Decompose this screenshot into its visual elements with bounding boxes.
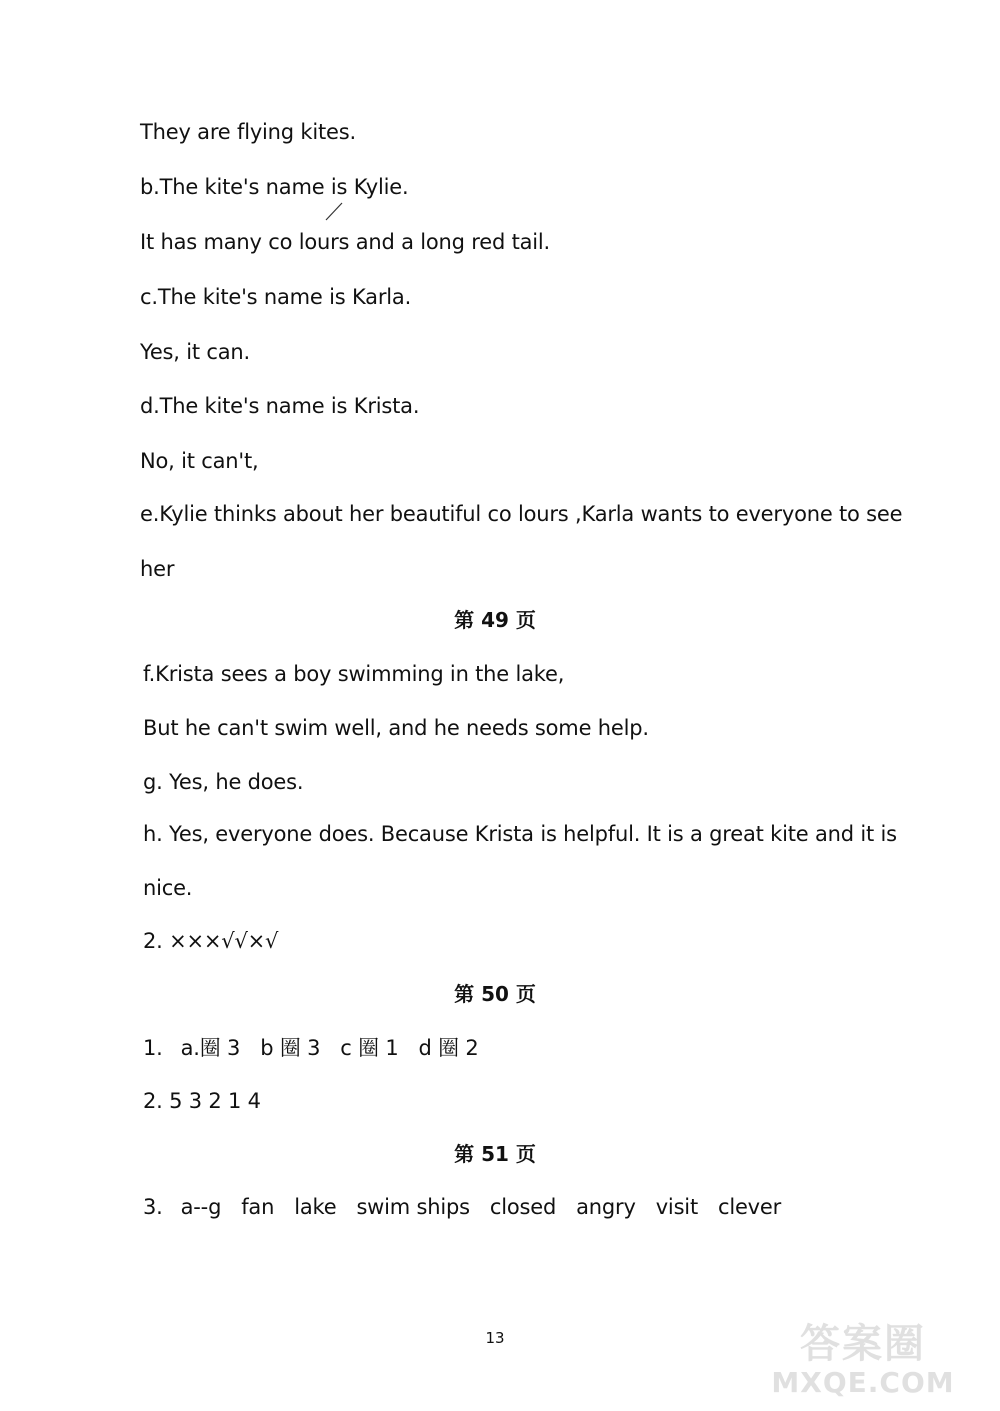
word-answer: a--g xyxy=(180,1195,222,1219)
section-heading-page-49: 第 49 页 xyxy=(454,608,536,632)
word-answer: swim ships xyxy=(356,1195,470,1219)
answer-row-word-list xyxy=(143,1193,781,1221)
word-answer: angry xyxy=(576,1195,636,1219)
answer-line-d: d.The kite's name is Krista. xyxy=(140,394,420,418)
answer-line-true-false-marks: 2. ×××√√×√ xyxy=(143,929,279,953)
answer-line-colours-tail: It has many co lours and a long red tail. xyxy=(140,230,551,254)
word-answer: fan xyxy=(241,1195,275,1219)
answer-line-needs-help: But he can't swim well, and he needs some help. xyxy=(143,716,649,740)
question-number: 3. xyxy=(143,1195,163,1219)
answer-line-her: her xyxy=(140,557,175,581)
answer-line-c: c.The kite's name is Karla. xyxy=(140,285,412,309)
answer-line-e: e.Kylie thinks about her beautiful co lours ,Karla wants to everyone to see xyxy=(140,502,903,526)
answer-line-b: b.The kite's name is Kylie. xyxy=(140,175,409,199)
answer-line-no-it-cant: No, it can't, xyxy=(140,449,259,473)
answer-line-yes-it-can: Yes, it can. xyxy=(140,340,250,364)
watermark-logo xyxy=(738,1321,988,1401)
pen-stroke-mark xyxy=(322,200,346,224)
answer-line-order-numbers: 2. 5 3 2 1 4 xyxy=(143,1089,261,1113)
word-answer: clever xyxy=(717,1195,782,1219)
section-heading-page-50: 第 50 页 xyxy=(454,982,536,1006)
circle-answer-b: b 圈 3 xyxy=(260,1036,321,1060)
answer-line-nice: nice. xyxy=(143,876,193,900)
answer-row-circle-choices xyxy=(143,1034,479,1062)
watermark-site-text: MXQE.COM xyxy=(771,1366,955,1399)
circle-answer-d: d 圈 2 xyxy=(418,1036,479,1060)
watermark-logo-text: 答案圈 xyxy=(800,1321,926,1367)
section-heading-page-51: 第 51 页 xyxy=(454,1142,536,1166)
circle-answer-c: c 圈 1 xyxy=(340,1036,399,1060)
answer-line-h: h. Yes, everyone does. Because Krista is helpful. It is a great kite and it is xyxy=(143,822,897,846)
word-answer: lake xyxy=(294,1195,337,1219)
page-number: 13 xyxy=(485,1329,505,1347)
word-answer: closed xyxy=(489,1195,557,1219)
answer-line-g: g. Yes, he does. xyxy=(143,770,304,794)
question-number: 1. xyxy=(143,1036,163,1060)
answer-line-they-are-flying: They are flying kites. xyxy=(140,120,356,144)
circle-answer-a: a.圈 3 xyxy=(180,1036,241,1060)
word-answer: visit xyxy=(655,1195,698,1219)
answer-line-f: f.Krista sees a boy swimming in the lake, xyxy=(143,662,565,686)
